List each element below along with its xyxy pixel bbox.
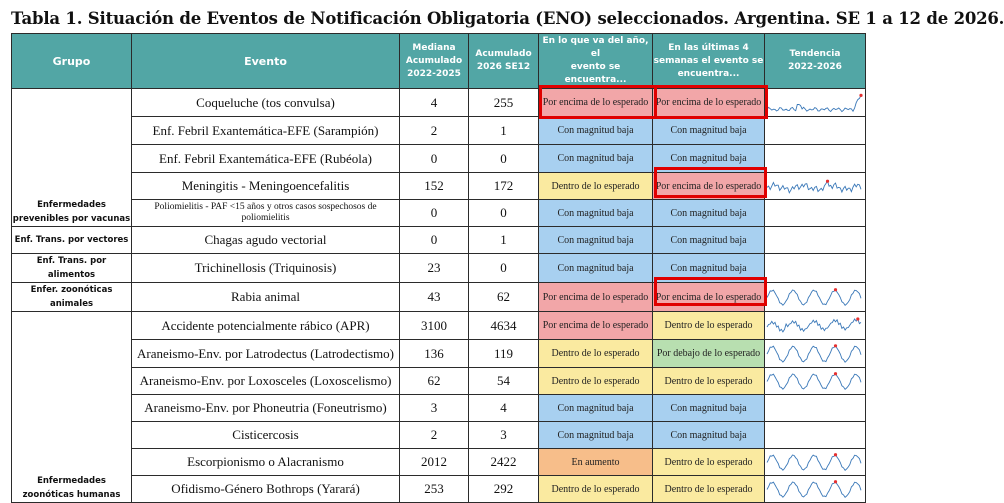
sparkline-chart [765, 341, 865, 367]
grupo-prevenibles-vacunas: Enfermedades prevenibles por vacunas [12, 89, 132, 227]
evento-cell: Enf. Febril Exantemática-EFE (Rubéola) [132, 145, 400, 173]
acumulado-cell: 1 [469, 227, 539, 254]
sparkline [767, 373, 861, 389]
status-semanas-cell: Con magnitud baja [653, 145, 765, 173]
tendencia-cell [765, 145, 866, 173]
evento-cell: Escorpionismo o Alacranismo [132, 449, 400, 476]
sparkline [767, 481, 861, 497]
status-anio-cell: Por encima de lo esperado [539, 312, 653, 340]
evento-cell: Accidente potencialmente rábico (APR) [132, 312, 400, 340]
eno-table [11, 33, 866, 503]
table-row [12, 312, 866, 340]
status-semanas-cell: Dentro de lo esperado [653, 449, 765, 476]
mediana-cell: 0 [400, 227, 469, 254]
evento-cell: Poliomielitis - PAF <15 años y otros casos sospechosos de poliomielitis [132, 200, 400, 227]
mediana-cell: 0 [400, 145, 469, 173]
acumulado-cell: 62 [469, 283, 539, 312]
tendencia-cell [765, 89, 866, 117]
tendencia-cell [765, 476, 866, 503]
acumulado-cell: 2422 [469, 449, 539, 476]
evento-cell: Enf. Febril Exantemática-EFE (Sarampión) [132, 117, 400, 145]
table-row [12, 145, 866, 173]
tendencia-cell [765, 340, 866, 368]
tendencia-cell [765, 200, 866, 227]
tendencia-cell [765, 449, 866, 476]
acumulado-cell: 0 [469, 200, 539, 227]
evento-cell: Araneismo-Env. por Latrodectus (Latrodectismo) [132, 340, 400, 368]
status-semanas-cell: Por encima de lo esperado [653, 173, 765, 200]
status-anio-cell: Con magnitud baja [539, 395, 653, 422]
table-row [12, 340, 866, 368]
mediana-cell: 3100 [400, 312, 469, 340]
header-grupo: Grupo [12, 34, 132, 89]
evento-cell: Trichinellosis (Triquinosis) [132, 254, 400, 283]
acumulado-cell: 119 [469, 340, 539, 368]
evento-cell: Araneismo-Env. por Loxosceles (Loxoscelismo) [132, 368, 400, 395]
status-anio-cell: Con magnitud baja [539, 254, 653, 283]
tendencia-cell [765, 312, 866, 340]
table-row [12, 368, 866, 395]
header-evento: Evento [132, 34, 400, 89]
header-tendencia: Tendencia 2022-2026 [765, 34, 866, 89]
acumulado-cell: 255 [469, 89, 539, 117]
tendencia-cell [765, 173, 866, 200]
grupo-trans-vectores: Enf. Trans. por vectores [12, 227, 132, 254]
sparkline [767, 181, 861, 193]
sparkline-peak-marker [834, 480, 837, 483]
status-semanas-cell: Por encima de lo esperado [653, 283, 765, 312]
header-semanas: En las últimas 4 semanas el evento se encuentra... [653, 34, 765, 89]
status-anio-cell: Por encima de lo esperado [539, 283, 653, 312]
header-acumulado: Acumulado 2026 SE12 [469, 34, 539, 89]
grupo-trans-alimentos: Enf. Trans. por alimentos [12, 254, 132, 283]
mediana-cell: 2 [400, 117, 469, 145]
acumulado-cell: 4 [469, 395, 539, 422]
sparkline-peak-marker [856, 317, 859, 320]
mediana-cell: 62 [400, 368, 469, 395]
evento-cell: Chagas agudo vectorial [132, 227, 400, 254]
sparkline-peak-marker [826, 179, 829, 182]
sparkline-peak-marker [859, 93, 862, 96]
acumulado-cell: 3 [469, 422, 539, 449]
status-semanas-cell: Dentro de lo esperado [653, 476, 765, 503]
sparkline [767, 345, 861, 361]
table-row [12, 254, 866, 283]
acumulado-cell: 54 [469, 368, 539, 395]
status-anio-cell: Dentro de lo esperado [539, 173, 653, 200]
mediana-cell: 43 [400, 283, 469, 312]
header-anio: En lo que va del año, el evento se encuentra... [539, 34, 653, 89]
evento-cell: Rabia animal [132, 283, 400, 312]
status-semanas-cell: Con magnitud baja [653, 422, 765, 449]
acumulado-cell: 172 [469, 173, 539, 200]
tendencia-cell [765, 254, 866, 283]
evento-cell: Ofidismo-Género Bothrops (Yarará) [132, 476, 400, 503]
mediana-cell: 136 [400, 340, 469, 368]
table-row [12, 89, 866, 117]
sparkline-chart [765, 450, 865, 475]
sparkline-chart [765, 369, 865, 394]
sparkline-peak-marker [834, 288, 837, 291]
sparkline-chart [765, 174, 865, 199]
sparkline-peak-marker [834, 344, 837, 347]
header-row [12, 34, 866, 89]
table-row [12, 449, 866, 476]
status-anio-cell: Con magnitud baja [539, 422, 653, 449]
sparkline-chart [765, 477, 865, 502]
status-semanas-cell: Con magnitud baja [653, 200, 765, 227]
tendencia-cell [765, 395, 866, 422]
table-row [12, 117, 866, 145]
status-anio-cell: En aumento [539, 449, 653, 476]
tendencia-cell [765, 283, 866, 312]
status-semanas-cell: Por debajo de lo esperado [653, 340, 765, 368]
table-row [12, 200, 866, 227]
status-anio-cell: Dentro de lo esperado [539, 368, 653, 395]
table-row [12, 283, 866, 312]
sparkline-peak-marker [834, 453, 837, 456]
status-semanas-cell: Con magnitud baja [653, 117, 765, 145]
grupo-zoonoticas-animales: Enfer. zoonóticas animales [12, 283, 132, 312]
table-title: Tabla 1. Situación de Eventos de Notificación Obligatoria (ENO) seleccionados. Argentina. SE 1 a 12 de 2026. [11, 9, 1004, 28]
sparkline [767, 289, 861, 305]
mediana-cell: 2 [400, 422, 469, 449]
mediana-cell: 23 [400, 254, 469, 283]
status-semanas-cell: Con magnitud baja [653, 227, 765, 254]
acumulado-cell: 4634 [469, 312, 539, 340]
sparkline-peak-marker [834, 372, 837, 375]
acumulado-cell: 0 [469, 145, 539, 173]
table-row [12, 476, 866, 503]
header-mediana: Mediana Acumulado 2022-2025 [400, 34, 469, 89]
tendencia-cell [765, 117, 866, 145]
acumulado-cell: 1 [469, 117, 539, 145]
sparkline [767, 454, 861, 470]
sparkline [767, 95, 861, 111]
sparkline-chart [765, 285, 865, 310]
status-semanas-cell: Dentro de lo esperado [653, 368, 765, 395]
evento-cell: Cisticercosis [132, 422, 400, 449]
status-semanas-cell: Dentro de lo esperado [653, 312, 765, 340]
status-anio-cell: Con magnitud baja [539, 200, 653, 227]
table-row [12, 227, 866, 254]
table-row [12, 422, 866, 449]
status-semanas-cell: Por encima de lo esperado [653, 89, 765, 117]
acumulado-cell: 0 [469, 254, 539, 283]
status-anio-cell: Por encima de lo esperado [539, 89, 653, 117]
mediana-cell: 0 [400, 200, 469, 227]
tendencia-cell [765, 422, 866, 449]
table-row [12, 395, 866, 422]
sparkline-chart [765, 313, 865, 339]
status-semanas-cell: Con magnitud baja [653, 395, 765, 422]
mediana-cell: 3 [400, 395, 469, 422]
table-row [12, 173, 866, 200]
status-anio-cell: Dentro de lo esperado [539, 340, 653, 368]
evento-cell: Coqueluche (tos convulsa) [132, 89, 400, 117]
status-anio-cell: Dentro de lo esperado [539, 476, 653, 503]
status-anio-cell: Con magnitud baja [539, 227, 653, 254]
evento-cell: Meningitis - Meningoencefalitis [132, 173, 400, 200]
tendencia-cell [765, 227, 866, 254]
sparkline-chart [765, 90, 865, 116]
mediana-cell: 152 [400, 173, 469, 200]
status-anio-cell: Con magnitud baja [539, 117, 653, 145]
tendencia-cell [765, 368, 866, 395]
sparkline [767, 319, 861, 332]
status-anio-cell: Con magnitud baja [539, 145, 653, 173]
grupo-zoonoticas-humanas: Enfermedades zoonóticas humanas [12, 312, 132, 503]
mediana-cell: 4 [400, 89, 469, 117]
evento-cell: Araneismo-Env. por Phoneutria (Foneutrismo) [132, 395, 400, 422]
mediana-cell: 253 [400, 476, 469, 503]
mediana-cell: 2012 [400, 449, 469, 476]
acumulado-cell: 292 [469, 476, 539, 503]
status-semanas-cell: Con magnitud baja [653, 254, 765, 283]
